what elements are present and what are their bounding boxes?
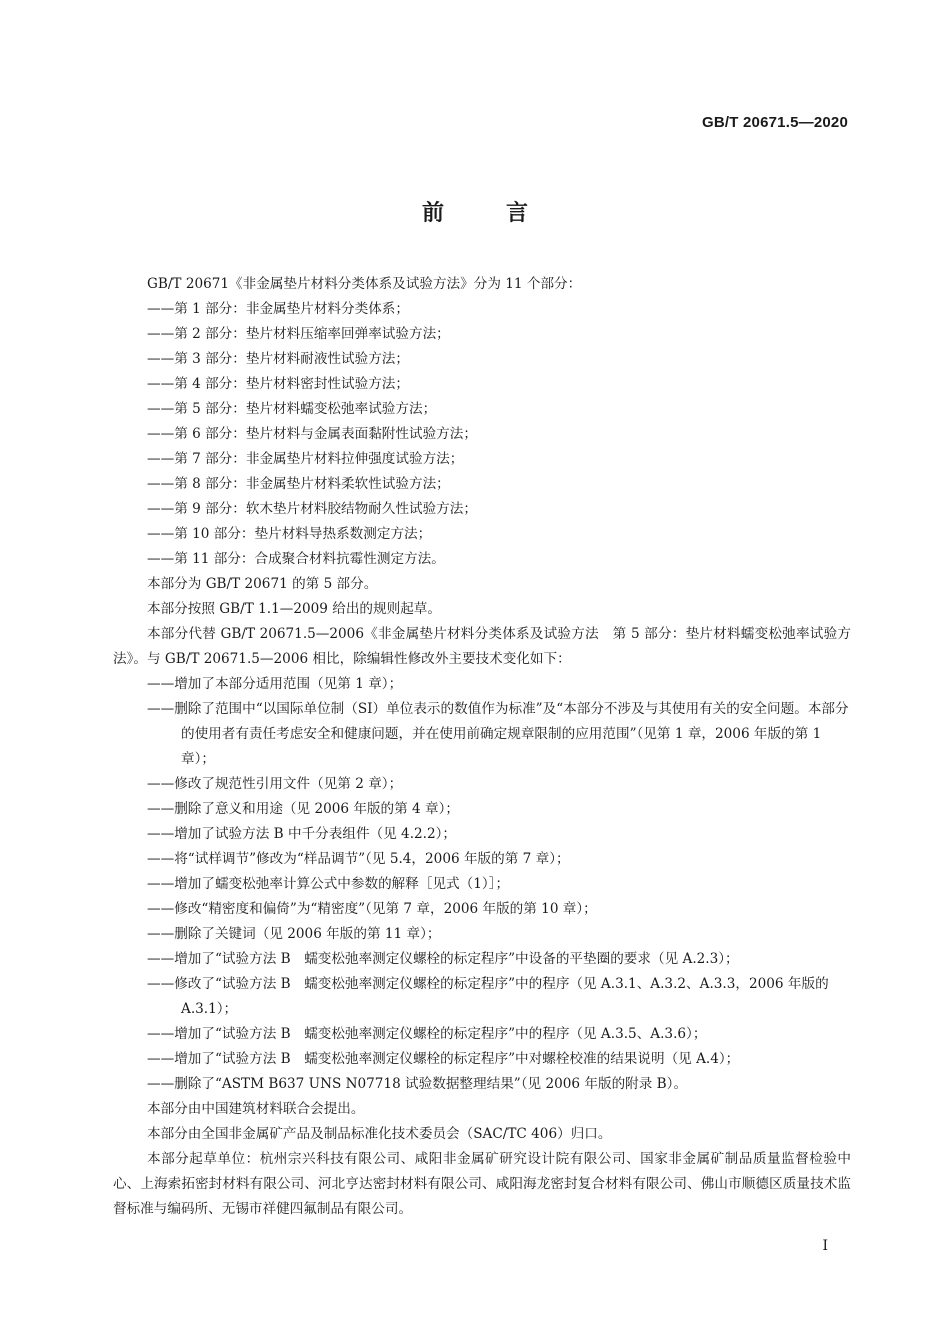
list-item: ——第 9 部分：软木垫片材料胶结物耐久性试验方法；	[147, 501, 477, 517]
list-item: ——删除了意义和用途（见 2006 年版的第 4 章）；	[147, 801, 460, 817]
page-title	[0, 196, 950, 227]
list-item: ——修改了规范性引用文件（见第 2 章）；	[147, 776, 403, 792]
list-item: ——删除了“ASTM B637 UNS N07718 试验数据整理结果”（见 2006 年版的附录 B）。	[147, 1076, 688, 1092]
list-item: ——第 11 部分：合成聚合材料抗霉性测定方法。	[147, 551, 445, 567]
jurisdiction-statement: 本部分由全国非金属矿产品及制品标准化技术委员会（SAC/TC 406）归口。	[147, 1126, 612, 1142]
list-item: ——增加了“试验方法 B 蠕变松弛率测定仪螺栓的标定程序”中设备的平垫圈的要求（见 A.2.3）；	[147, 951, 739, 967]
proposed-by-statement: 本部分由中国建筑材料联合会提出。	[147, 1101, 365, 1117]
list-item: ——第 2 部分：垫片材料压缩率回弹率试验方法；	[147, 326, 450, 342]
list-item: ——第 3 部分：垫片材料耐液性试验方法；	[147, 351, 409, 367]
list-item: ——增加了“试验方法 B 蠕变松弛率测定仪螺栓的标定程序”中的程序（见 A.3.5、A.3.6）；	[147, 1026, 707, 1042]
part-of-statement: 本部分为 GB/T 20671 的第 5 部分。	[147, 576, 378, 592]
drafting-rules-statement: 本部分按照 GB/T 1.1—2009 给出的规则起草。	[147, 601, 441, 617]
list-item: ——第 7 部分：非金属垫片材料拉伸强度试验方法；	[147, 451, 464, 467]
list-item: ——增加了试验方法 B 中千分表组件（见 4.2.2）；	[147, 826, 457, 842]
list-item: ——增加了本部分适用范围（见第 1 章）；	[147, 676, 403, 692]
list-item: ——第 10 部分：垫片材料导热系数测定方法；	[147, 526, 432, 542]
list-item: ——删除了关键词（见 2006 年版的第 11 章）；	[147, 926, 441, 942]
page-title-char: 言	[506, 201, 529, 226]
list-item: ——第 1 部分：非金属垫片材料分类体系；	[147, 301, 409, 317]
list-item: ——修改了“试验方法 B 蠕变松弛率测定仪螺栓的标定程序”中的程序（见 A.3.1、A.3.2、A.3.3，2006 年版的 A.3.1）；	[147, 976, 829, 1017]
document-body	[113, 272, 851, 1222]
list-item: ——增加了蠕变松弛率计算公式中参数的解释［见式（1）］；	[147, 876, 510, 892]
list-item: ——增加了“试验方法 B 蠕变松弛率测定仪螺栓的标定程序”中对螺栓校准的结果说明（见 A.4）；	[147, 1051, 740, 1067]
list-item: ——修改“精密度和偏倚”为“精密度”（见第 7 章，2006 年版的第 10 章）；	[147, 901, 597, 917]
page-number: I	[822, 1238, 828, 1254]
list-item: ——第 5 部分：垫片材料蠕变松弛率试验方法；	[147, 401, 437, 417]
list-item: ——第 8 部分：非金属垫片材料柔软性试验方法；	[147, 476, 450, 492]
list-item: ——将“试样调节”修改为“样品调节”（见 5.4，2006 年版的第 7 章）；	[147, 851, 570, 867]
page-title-char: 前	[421, 201, 444, 226]
list-item: ——第 6 部分：垫片材料与金属表面黏附性试验方法；	[147, 426, 477, 442]
changes-list	[113, 672, 851, 1097]
list-item: ——第 4 部分：垫片材料密封性试验方法；	[147, 376, 409, 392]
replaces-statement: 本部分代替 GB/T 20671.5—2006《非金属垫片材料分类体系及试验方法 第 5 部分：垫片材料蠕变松弛率试验方法》。与 GB/T 20671.5—2006 相比，除编辑性修改外主要技术变化如下：	[113, 626, 851, 667]
list-item: ——删除了范围中“以国际单位制（SI）单位表示的数值作为标准”及“本部分不涉及与其使用有关的安全问题。本部分的使用者有责任考虑安全和健康问题，并在使用前确定规章限制的应用范围”（见第 1 章，2006 年版的第 1 章）；	[147, 701, 849, 767]
drafting-units-statement: 本部分起草单位：杭州宗兴科技有限公司、咸阳非金属矿研究设计院有限公司、国家非金属矿制品质量监督检验中心、上海索拓密封材料有限公司、河北亨达密封材料有限公司、咸阳海龙密封复合材料有限公司、佛山市顺德区质量技术监督标准与编码所、无锡市祥健四氟制品有限公司。	[113, 1151, 851, 1217]
parts-list	[113, 297, 851, 572]
intro-paragraph: GB/T 20671《非金属垫片材料分类体系及试验方法》分为 11 个部分：	[147, 276, 582, 292]
standard-code: GB/T 20671.5—2020	[702, 114, 848, 131]
